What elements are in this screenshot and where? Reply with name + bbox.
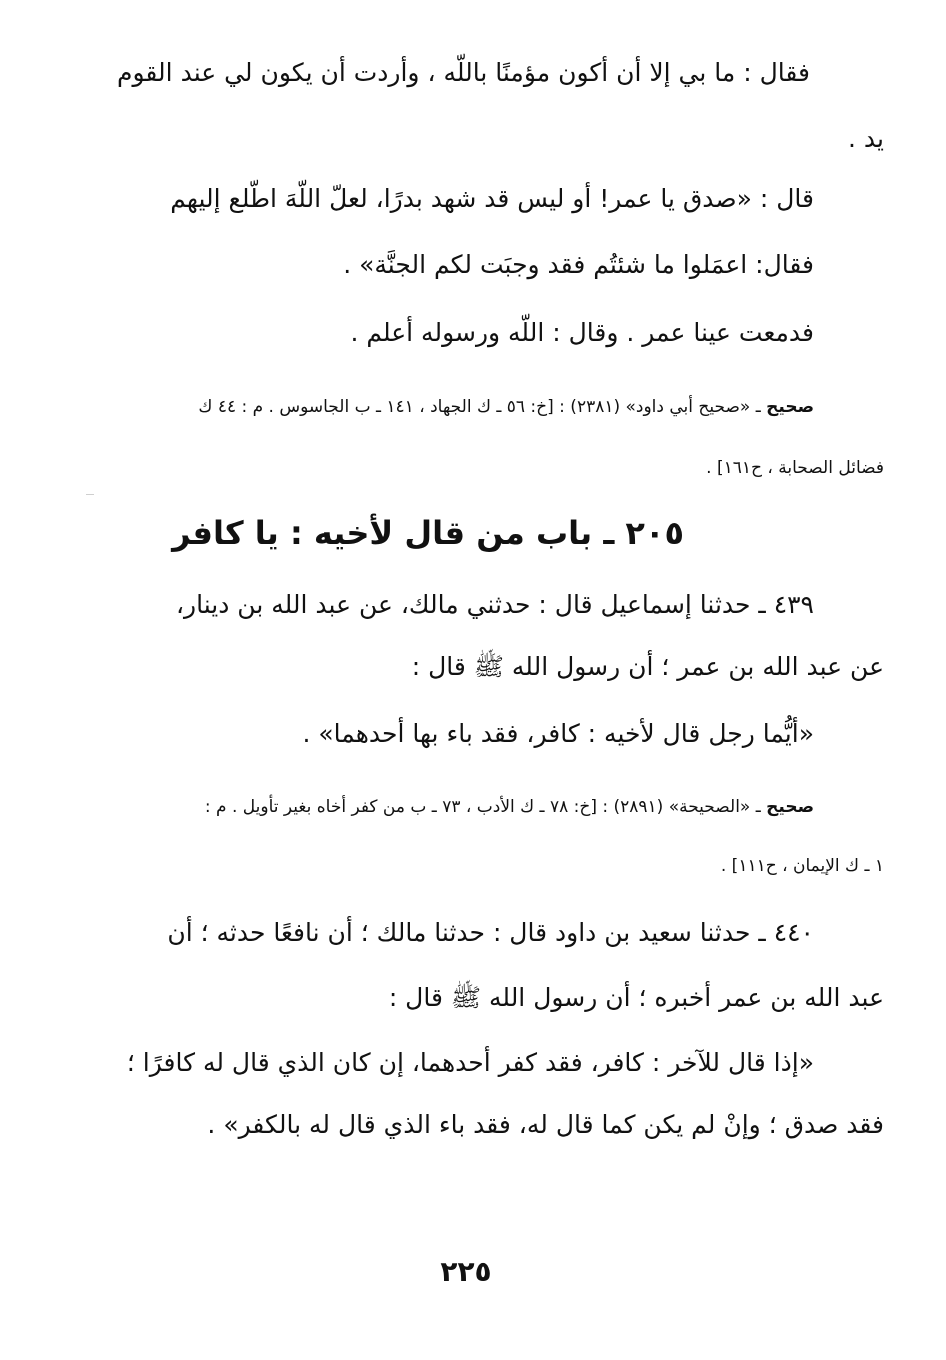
text-line-1: فقال : ما بي إلا أن أكون مؤمنًا باللّه ، وأردت أن يكون لي عند القوم — [117, 58, 810, 87]
text-line-5: فدمعت عينا عمر . وقال : اللّه ورسوله أعلم . — [350, 318, 814, 347]
text-line-4: فقال: اعمَلوا ما شئتُم فقد وجبَت لكم الجنَّة» . — [343, 250, 814, 279]
text-line-2: يد . — [848, 124, 884, 153]
footnote-2-line-2: ١ ـ ك الإيمان ، ح١١١] . — [720, 856, 884, 876]
footnote-2-source: ـ «الصحيحة» (٢٨٩١) : [خ: ٧٨ ـ ك الأدب ، ٧٣ ـ ب من كفر أخاه بغير تأويل . م : — [204, 797, 761, 817]
footnote-1-source: ـ «صحيح أبي داود» (٢٣٨١) : [خ: ٥٦ ـ ك الجهاد ، ١٤١ ـ ب الجاسوس . م : ٤٤ ك — [198, 397, 761, 417]
hadith-440-line-3: «إذا قال للآخر : كافر، فقد كفر أحدهما، إن كان الذي قال له كافرًا ؛ — [126, 1048, 814, 1077]
authenticity-label: صحيح — [766, 797, 814, 817]
page-number: ٢٢٥ — [440, 1255, 492, 1288]
hadith-439-line-3: «أيُّما رجل قال لأخيه : كافر، فقد باء بها أحدهما» . — [302, 719, 814, 748]
footnote-2-line-1 — [94, 797, 814, 817]
hadith-440-line-2: عبد الله بن عمر أخبره ؛ أن رسول الله ﷺ قال : — [388, 983, 884, 1012]
text-line-3: قال : «صدق يا عمر! أو ليس قد شهد بدرًا، لعلّ اللّهَ اطّلع إليهم — [170, 184, 814, 213]
authenticity-label: صحيح — [766, 397, 814, 417]
hadith-439-line-1: ٤٣٩ ـ حدثنا إسماعيل قال : حدثني مالك، عن عبد الله بن دينار، — [175, 590, 814, 619]
footnote-1-line-2: فضائل الصحابة ، ح١٦١] . — [706, 458, 884, 478]
footnote-1-line-1 — [94, 397, 814, 417]
chapter-heading: ٢٠٥ ـ باب من قال لأخيه : يا كافر — [172, 514, 684, 552]
hadith-439-line-2: عن عبد الله بن عمر ؛ أن رسول الله ﷺ قال : — [411, 652, 884, 681]
hadith-440-line-4: فقد صدق ؛ وإنْ لم يكن كما قال له، فقد باء الذي قال له بالكفر» . — [207, 1110, 884, 1139]
margin-mark — [86, 494, 94, 495]
hadith-440-line-1: ٤٤٠ ـ حدثنا سعيد بن داود قال : حدثنا مالك ؛ أن نافعًا حدثه ؛ أن — [167, 918, 814, 947]
